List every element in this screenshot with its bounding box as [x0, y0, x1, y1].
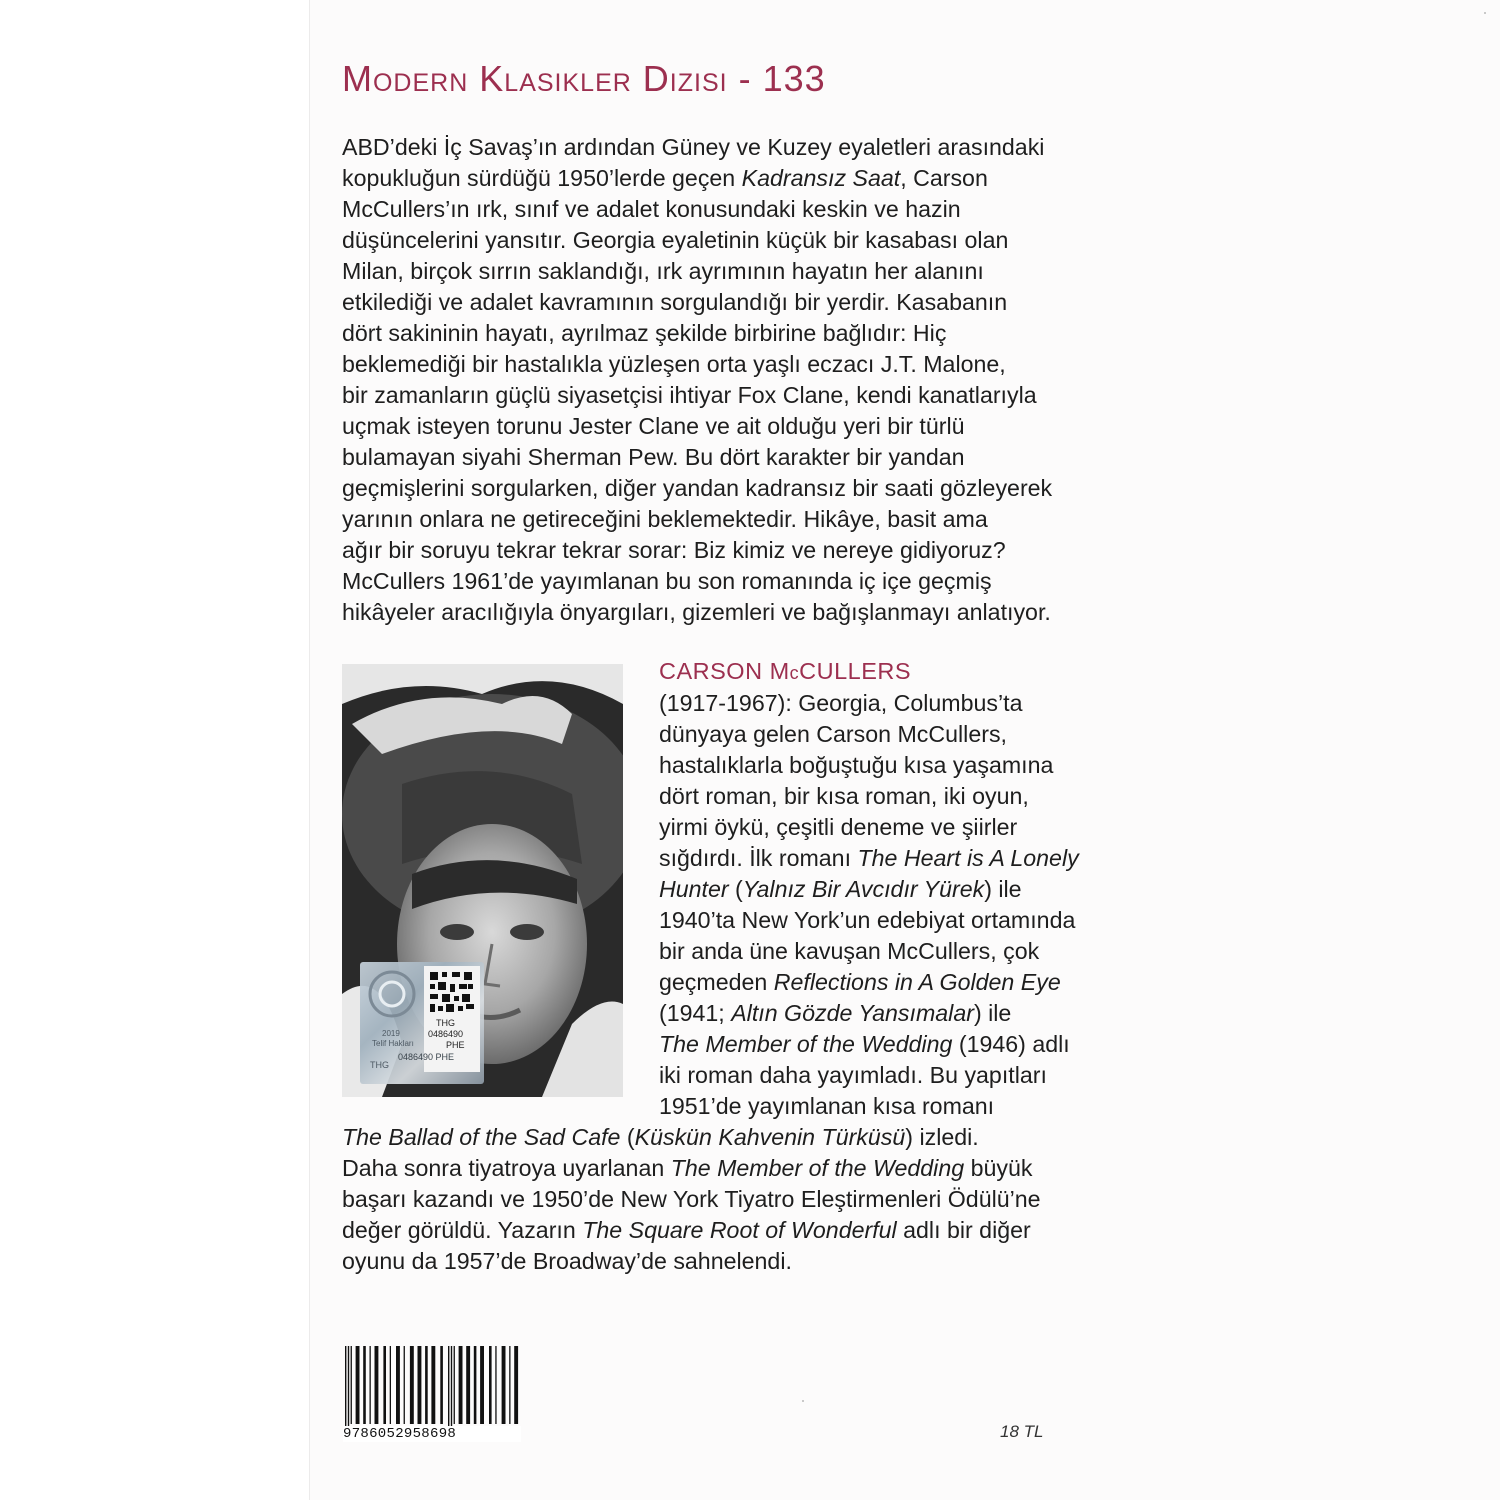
text-line: bulamayan siyahi Sherman Pew. Bu dört karakter bir yandan: [342, 444, 965, 470]
barcode-bar: [351, 1346, 352, 1424]
text-line: etkilediği ve adalet kavramının sorgulandığı bir yerdir. Kasabanın: [342, 289, 1008, 315]
text-line: dünyaya gelen Carson McCullers,: [659, 721, 1007, 747]
barcode-bar: [509, 1346, 510, 1424]
text-line: dört sakininin hayatı, ayrılmaz şekilde birbirine bağlıdır: Hiç: [342, 320, 947, 346]
text-line: ağır bir soruyu tekrar tekrar sorar: Biz kimiz ve nereye gidiyoruz?: [342, 537, 1006, 563]
text-line: iki roman daha yayımladı. Bu yapıtları: [659, 1062, 1047, 1088]
text-line: beklemediği bir hastalıkla yüzleşen orta yaşlı eczacı J.T. Malone,: [342, 351, 1006, 377]
barcode-bar: [356, 1346, 360, 1424]
text-line: bir anda üne kavuşan McCullers, çok: [659, 938, 1040, 964]
author-name: CARSON McCULLERS: [659, 658, 912, 684]
barcode-bar: [396, 1346, 400, 1424]
scan-speck: [1484, 12, 1486, 14]
italic-title: Küskün Kahvenin Türküsü: [634, 1124, 906, 1150]
italic-title: The Member of the Wedding: [659, 1031, 953, 1057]
italic-title: The Heart is A Lonely: [857, 845, 1079, 871]
barcode-bar: [448, 1346, 449, 1428]
barcode-bar: [348, 1346, 349, 1428]
text-line: ABD’deki İç Savaş’ın ardından Güney ve Kuzey eyaletleri arasındaki: [342, 134, 1045, 160]
text-line: sığdırdı. İlk romanı The Heart is A Lonely: [659, 845, 1079, 871]
barcode-bar: [418, 1346, 422, 1424]
barcode-bar: [425, 1346, 428, 1424]
barcode-bar: [474, 1346, 477, 1424]
sticker-code-4: THG: [370, 1060, 389, 1070]
scan-speck: [802, 1400, 804, 1402]
sticker-code-3: PHE: [446, 1040, 465, 1050]
text-line: bir zamanların güçlü siyasetçisi ihtiyar Fox Clane, kendi kanatlarıyla: [342, 382, 1037, 408]
barcode-bar: [363, 1346, 366, 1424]
text-line: yirmi öykü, çeşitli deneme ve şiirler: [659, 814, 1018, 840]
barcode-bar: [410, 1346, 414, 1424]
text-line: düşüncelerini yansıtır. Georgia eyaletinin küçük bir kasabası olan: [342, 227, 1009, 253]
text-line: yarının onlara ne getireceğini beklemektedir. Hikâye, basit ama: [342, 506, 988, 532]
barcode-bar: [375, 1346, 379, 1424]
italic-title: The Square Root of Wonderful: [582, 1217, 897, 1243]
text-line: başarı kazandı ve 1950’de New York Tiyatro Eleştirmenleri Ödülü’ne: [342, 1186, 1041, 1212]
italic-title: Kadransız Saat: [741, 165, 901, 191]
price-label: 18 TL: [1000, 1422, 1044, 1441]
barcode-bar: [390, 1346, 391, 1424]
sticker-label: Telif Hakları: [372, 1039, 414, 1048]
text-line: Daha sonra tiyatroya uyarlanan The Member of the Wedding büyük: [342, 1155, 1033, 1181]
italic-title: Altın Gözde Yansımalar: [731, 1000, 974, 1026]
barcode-bar: [495, 1346, 496, 1424]
text-line: 1940’ta New York’un edebiyat ortamında: [659, 907, 1076, 933]
barcode-bar: [404, 1346, 405, 1424]
sticker-code-5: 0486490 PHE: [398, 1052, 455, 1062]
text-line: The Ballad of the Sad Cafe (Küskün Kahvenin Türküsü) izledi.: [342, 1124, 979, 1150]
text-line: (1941; Altın Gözde Yansımalar) ile: [659, 1000, 1012, 1026]
barcode-bar: [502, 1346, 506, 1424]
text-line: (1917-1967): Georgia, Columbus’ta: [659, 690, 1023, 716]
text-line: McCullers’ın ırk, sınıf ve adalet konusundaki keskin ve hazin: [342, 196, 961, 222]
author-photo: [342, 664, 623, 1097]
italic-title: The Ballad of the Sad Cafe: [342, 1124, 621, 1150]
italic-title: Yalnız Bir Avcıdır Yürek: [742, 876, 985, 902]
italic-title: Hunter: [659, 876, 729, 902]
series-title: Modern Klasikler Dizisi - 133: [342, 58, 826, 99]
text-line: Milan, birçok sırrın saklandığı, ırk ayrımının hayatın her alanını: [342, 258, 984, 284]
text-line: hikâyeler aracılığıyla önyargıları, gizemleri ve bağışlanmayı anlatıyor.: [342, 599, 1051, 625]
text-line: Hunter (Yalnız Bir Avcıdır Yürek) ile: [659, 876, 1022, 902]
barcode-bar: [440, 1346, 443, 1424]
text-line: The Member of the Wedding (1946) adlı: [659, 1031, 1070, 1057]
barcode-bar: [345, 1346, 346, 1428]
barcode-bar: [451, 1346, 452, 1428]
text-line: geçmeden Reflections in A Golden Eye: [659, 969, 1061, 995]
text-line: oyunu da 1957’de Broadway’de sahnelendi.: [342, 1248, 792, 1274]
text-line: değer görüldü. Yazarın The Square Root of Wonderful adlı bir diğer: [342, 1217, 1031, 1243]
barcode-bar: [489, 1346, 492, 1424]
text-line: dört roman, bir kısa roman, iki oyun,: [659, 783, 1029, 809]
author-portrait-image: [342, 664, 623, 1097]
text-line: kopukluğun sürdüğü 1950’lerde geçen Kadransız Saat, Carson: [342, 165, 988, 191]
text-line: hastalıklarla boğuştuğu kısa yaşamına: [659, 752, 1054, 778]
author-bio-top: [659, 688, 1139, 1122]
book-blurb: [342, 132, 1132, 628]
sticker-code-2: 0486490: [428, 1029, 464, 1039]
barcode-bar: [431, 1346, 435, 1424]
text-line: 1951’de yayımlanan kısa romanı: [659, 1093, 995, 1119]
barcode-bar: [370, 1346, 371, 1424]
barcode-bar: [383, 1346, 386, 1424]
text-line: geçmişlerini sorgularken, diğer yandan kadransız bir saati gözleyerek: [342, 475, 1053, 501]
italic-title: Reflections in A Golden Eye: [773, 969, 1061, 995]
isbn-digits: 9786052958698: [343, 1426, 521, 1442]
barcode-bar: [459, 1346, 463, 1424]
italic-title: The Member of the Wedding: [670, 1155, 965, 1181]
text-line: McCullers 1961’de yayımlanan bu son romanında iç içe geçmiş: [342, 568, 992, 594]
barcode-bar: [480, 1346, 484, 1424]
sticker-code-1: THG: [436, 1018, 455, 1028]
text-line: uçmak isteyen torunu Jester Clane ve ait olduğu yeri bir türlü: [342, 413, 965, 439]
barcode-bar: [514, 1346, 518, 1424]
barcode-bar: [454, 1346, 455, 1424]
author-bio-bottom: [342, 1122, 1132, 1277]
barcode-bar: [466, 1346, 470, 1424]
sticker-year: 2019: [382, 1029, 400, 1038]
